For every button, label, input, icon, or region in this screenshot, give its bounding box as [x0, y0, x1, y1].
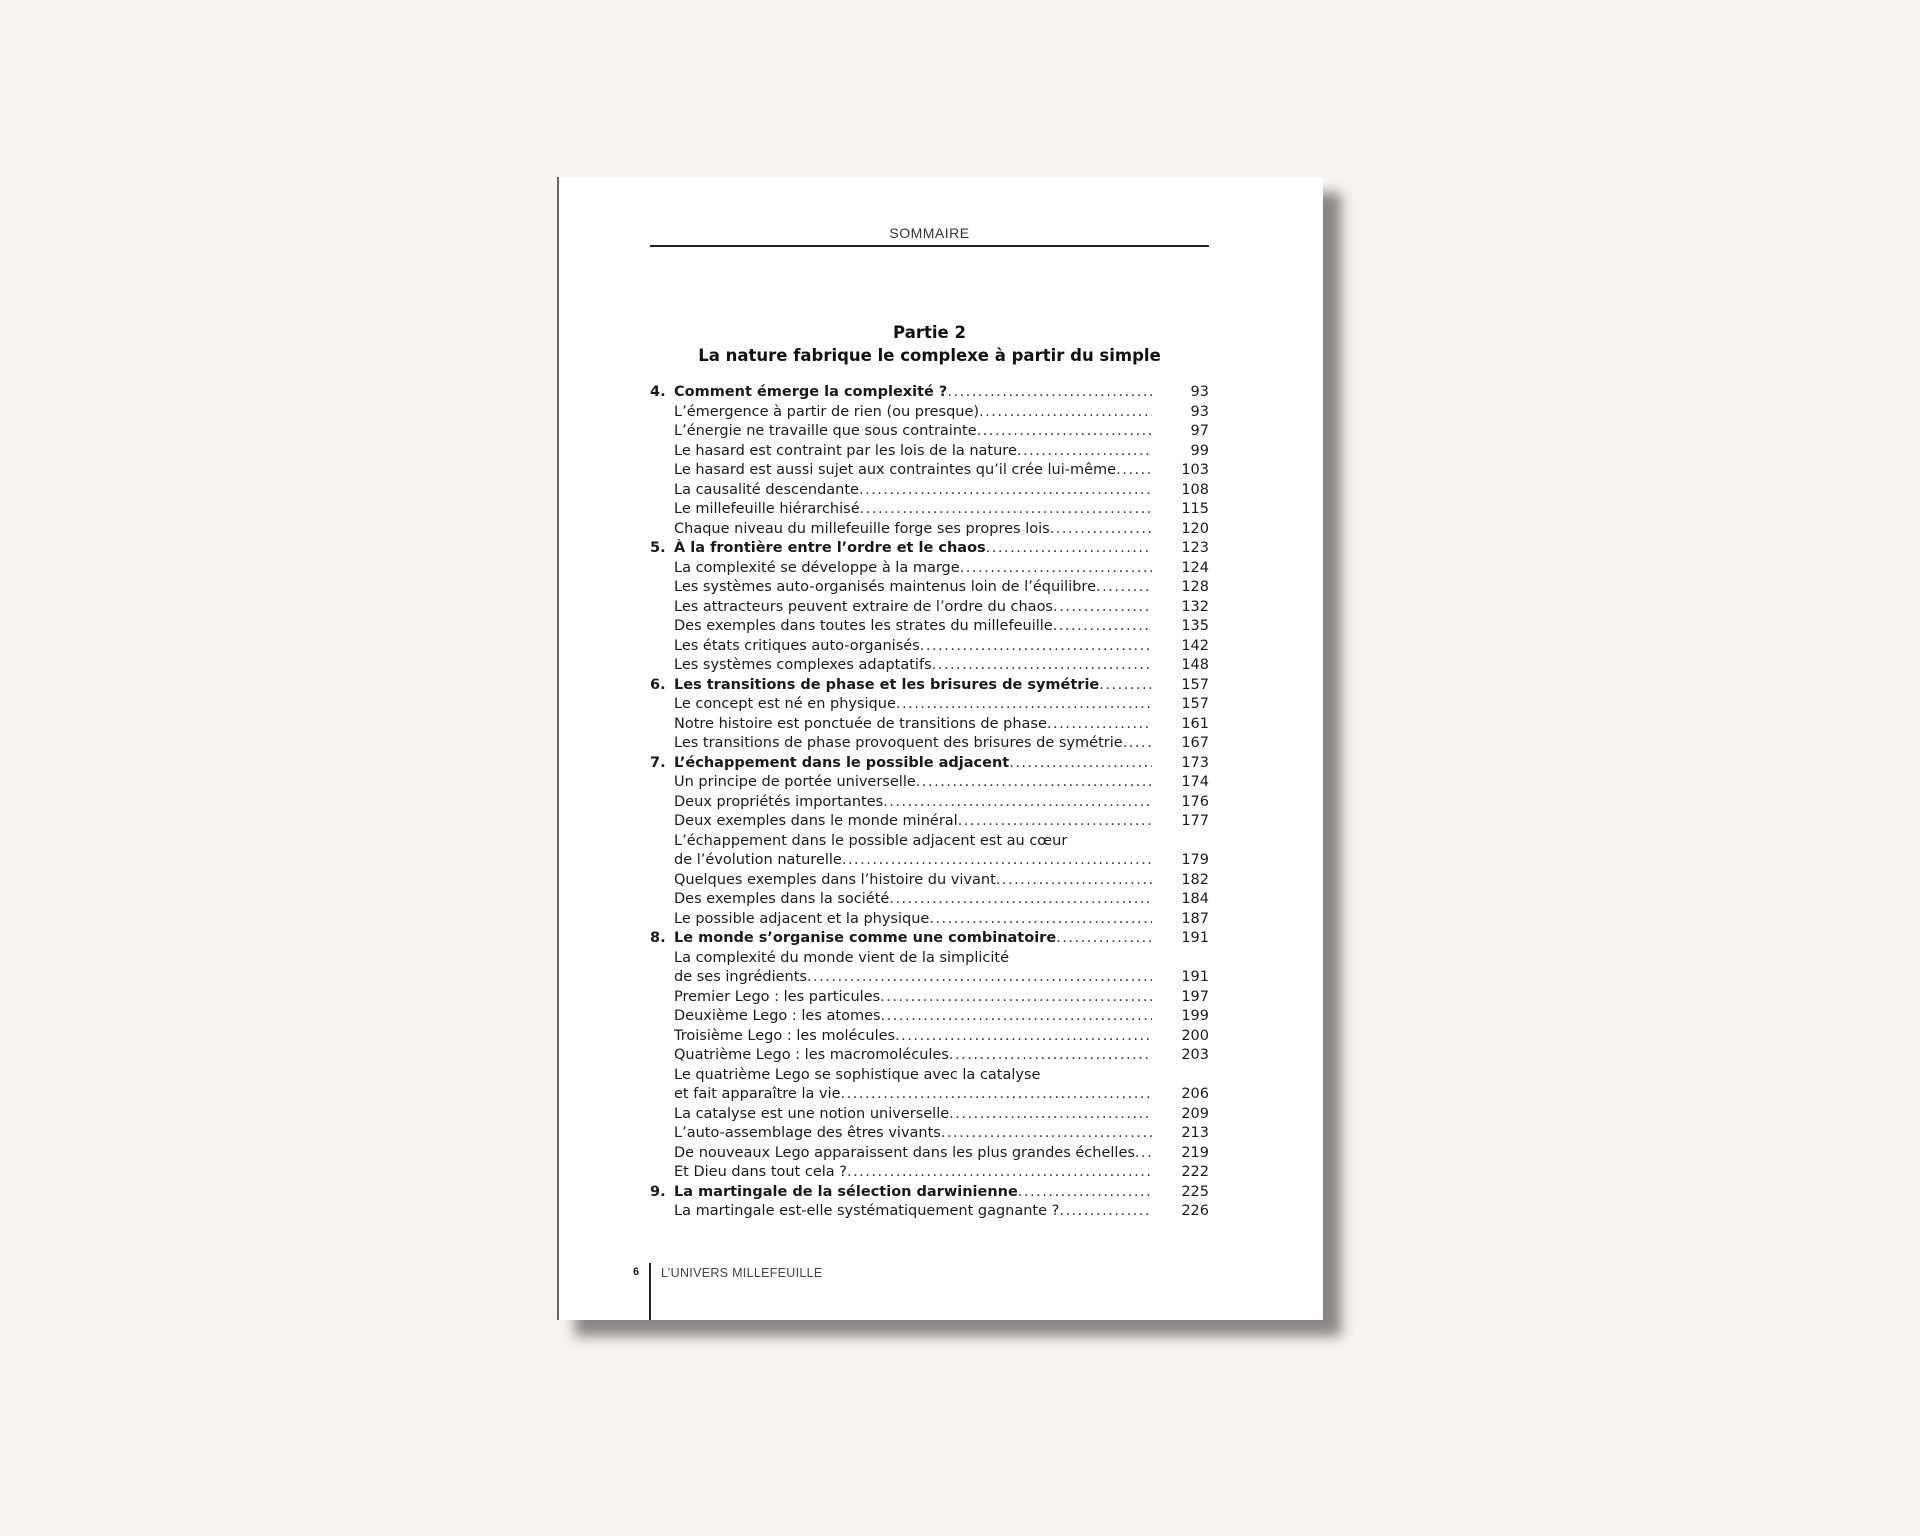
toc-label-wrap — [674, 1007, 1152, 1027]
toc-dot-leader — [807, 968, 1152, 988]
toc-page-number: 103 — [1181, 462, 1209, 478]
toc-section-entry — [650, 812, 1209, 832]
document-page — [557, 177, 1323, 1320]
toc-dot-leader — [986, 539, 1152, 559]
toc-section-entry — [650, 559, 1209, 579]
toc-entry-label: Des exemples dans la société — [674, 891, 890, 907]
toc-dot-leader — [896, 695, 1152, 715]
toc-section-entry — [650, 1144, 1209, 1164]
toc-entry-label: La complexité se développe à la marge — [674, 559, 960, 576]
toc-entry-label: De nouveaux Lego apparaissent dans les plus grandes échelles — [674, 1144, 1135, 1161]
toc-entry-label: Et Dieu dans tout cela ? — [674, 1164, 847, 1180]
toc-section-entry — [650, 520, 1209, 540]
toc-label-wrap — [674, 383, 1152, 403]
toc-entry-label: La martingale est-elle systématiquement gagnante ? — [674, 1203, 1060, 1219]
toc-label-wrap — [674, 656, 1152, 676]
running-head: SOMMAIRE — [889, 225, 970, 241]
toc-entry-label: Deux exemples dans le monde minéral — [674, 813, 958, 829]
footer-book-title: L’UNIVERS MILLEFEUILLE — [661, 1266, 823, 1280]
toc-dot-leader — [1123, 734, 1152, 754]
toc-entry-label: Quatrième Lego : les macromolécules — [674, 1047, 949, 1063]
toc-dot-leader — [847, 1163, 1152, 1183]
toc-dot-leader — [860, 500, 1152, 520]
toc-entry-label: Les attracteurs peuvent extraire de l’ordre du chaos — [674, 598, 1053, 615]
toc-entry-label: Les états critiques auto-organisés — [674, 637, 920, 654]
toc-page-number: 219 — [1181, 1144, 1209, 1161]
toc-section-entry — [650, 871, 1209, 891]
toc-page-number: 142 — [1181, 637, 1209, 654]
toc-label-wrap — [674, 539, 1152, 559]
toc-chapter-entry — [650, 539, 1209, 559]
toc-entry-label: L’énergie ne travaille que sous contrainte — [674, 423, 977, 439]
toc-entry-label: de ses ingrédients — [674, 969, 807, 985]
toc-page-number: 120 — [1181, 520, 1209, 537]
part-label: Partie 2 — [893, 323, 966, 342]
toc-page-number: 206 — [1181, 1086, 1209, 1102]
toc-entry-label: Quelques exemples dans l’histoire du vivant — [674, 871, 996, 888]
toc-dot-leader — [889, 890, 1152, 910]
toc-page-number: 176 — [1181, 793, 1209, 810]
toc-dot-leader — [1053, 617, 1152, 637]
toc-label-wrap — [674, 890, 1152, 910]
toc-label-wrap — [674, 500, 1152, 520]
toc-page-number: 93 — [1190, 403, 1209, 420]
toc-label-wrap — [674, 754, 1152, 774]
toc-chapter-number: 4. — [650, 384, 666, 400]
toc-section-entry — [650, 968, 1209, 988]
toc-section-entry — [650, 461, 1209, 481]
toc-dot-leader — [947, 383, 1152, 403]
toc-section-entry — [650, 617, 1209, 637]
toc-dot-leader — [1047, 715, 1152, 735]
toc-entry-label: La martingale de la sélection darwinienne — [674, 1183, 1018, 1200]
toc-section-entry — [650, 500, 1209, 520]
toc-page-number: 157 — [1181, 696, 1209, 712]
toc-page-number: 177 — [1181, 813, 1209, 829]
toc-section-entry — [650, 695, 1209, 715]
toc-dot-leader — [1053, 598, 1152, 618]
toc-page-number: 197 — [1181, 988, 1209, 1005]
toc-section-entry — [650, 481, 1209, 501]
toc-label-wrap — [674, 442, 1152, 462]
toc-dot-leader — [1116, 461, 1152, 481]
toc-page-number: 213 — [1181, 1125, 1209, 1141]
toc-page-number: 128 — [1181, 579, 1209, 595]
toc-page-number: 161 — [1181, 715, 1209, 732]
toc-dot-leader — [1050, 520, 1152, 540]
toc-label-wrap — [674, 422, 1152, 442]
toc-label-wrap — [674, 520, 1152, 540]
toc-section-entry — [650, 422, 1209, 442]
toc-dot-leader — [1009, 754, 1152, 774]
toc-entry-label: La catalyse est une notion universelle — [674, 1105, 950, 1122]
toc-label-wrap — [674, 1124, 1152, 1144]
toc-entry-label: Les systèmes complexes adaptatifs — [674, 657, 932, 673]
toc-label-wrap — [674, 676, 1152, 696]
toc-section-entry — [650, 1066, 1209, 1086]
toc-entry-label: Le hasard est contraint par les lois de la nature — [674, 442, 1017, 459]
toc-dot-leader — [1135, 1144, 1152, 1164]
toc-entry-label: Le monde s’organise comme une combinatoire — [674, 930, 1057, 946]
toc-entry-label: Le hasard est aussi sujet aux contraintes qu’il crée lui-même — [674, 462, 1117, 478]
toc-page-number: 108 — [1181, 481, 1209, 498]
toc-page-number: 148 — [1181, 657, 1209, 673]
toc-label-wrap — [674, 734, 1152, 754]
table-of-contents — [650, 383, 1209, 1222]
toc-dot-leader — [1096, 578, 1152, 598]
toc-label-wrap — [674, 637, 1152, 657]
toc-label-wrap — [674, 598, 1152, 618]
toc-chapter-entry — [650, 1183, 1209, 1203]
toc-label-wrap — [674, 988, 1152, 1008]
toc-entry-label: et fait apparaître la vie — [674, 1086, 841, 1102]
toc-dot-leader — [883, 793, 1152, 813]
toc-section-entry — [650, 442, 1209, 462]
toc-dot-leader — [979, 403, 1152, 423]
toc-dot-leader — [932, 656, 1152, 676]
toc-label-wrap — [674, 812, 1152, 832]
toc-page-number: 167 — [1181, 735, 1209, 751]
toc-dot-leader — [996, 871, 1152, 891]
toc-page-number: 179 — [1181, 852, 1209, 868]
toc-label-wrap — [674, 403, 1152, 423]
toc-dot-leader — [920, 637, 1152, 657]
toc-label-wrap — [674, 832, 1152, 852]
toc-dot-leader — [916, 773, 1152, 793]
footer-page-number: 6 — [633, 1266, 640, 1278]
toc-entry-label: L’émergence à partir de rien (ou presque) — [674, 403, 980, 420]
toc-entry-label: Le millefeuille hiérarchisé — [674, 501, 860, 517]
toc-chapter-number: 7. — [650, 754, 666, 771]
toc-page-number: 182 — [1181, 871, 1209, 888]
toc-page-number: 174 — [1181, 774, 1209, 790]
toc-page-number: 173 — [1181, 754, 1209, 771]
toc-page-number: 187 — [1181, 910, 1209, 927]
header-rule — [650, 245, 1209, 247]
toc-label-wrap — [674, 1105, 1152, 1125]
toc-page-number: 123 — [1181, 540, 1209, 556]
toc-entry-label: Premier Lego : les particules — [674, 988, 881, 1005]
toc-dot-leader — [881, 1007, 1152, 1027]
toc-section-entry — [650, 1124, 1209, 1144]
toc-entry-label: Des exemples dans toutes les strates du millefeuille — [674, 618, 1053, 634]
toc-section-entry — [650, 715, 1209, 735]
toc-dot-leader — [880, 988, 1152, 1008]
toc-page-number: 191 — [1181, 969, 1209, 985]
toc-label-wrap — [674, 715, 1152, 735]
toc-entry-label: Le possible adjacent et la physique — [674, 910, 930, 927]
toc-label-wrap — [674, 1183, 1152, 1203]
toc-page-number: 226 — [1181, 1203, 1209, 1219]
toc-section-entry — [650, 851, 1209, 871]
toc-chapter-entry — [650, 754, 1209, 774]
toc-entry-label: Le concept est né en physique — [674, 696, 896, 712]
toc-dot-leader — [841, 1085, 1153, 1105]
toc-page-number: 209 — [1181, 1105, 1209, 1122]
toc-section-entry — [650, 1046, 1209, 1066]
toc-entry-label: La causalité descendante — [674, 481, 859, 498]
toc-page-number: 97 — [1190, 423, 1209, 439]
toc-page-number: 225 — [1181, 1183, 1209, 1200]
toc-entry-label: Un principe de portée universelle — [674, 774, 916, 790]
toc-section-entry — [650, 578, 1209, 598]
toc-chapter-number: 6. — [650, 676, 666, 693]
toc-label-wrap — [674, 1144, 1152, 1164]
toc-entry-label: L’échappement dans le possible adjacent — [674, 754, 1010, 771]
toc-label-wrap — [674, 949, 1152, 969]
toc-page-number: 222 — [1181, 1164, 1209, 1180]
toc-entry-label: Notre histoire est ponctuée de transitions de phase — [674, 715, 1047, 732]
toc-page-number: 184 — [1181, 891, 1209, 907]
toc-label-wrap — [674, 1046, 1152, 1066]
toc-label-wrap — [674, 695, 1152, 715]
toc-label-wrap — [674, 929, 1152, 949]
toc-entry-label: Deuxième Lego : les atomes — [674, 1008, 881, 1024]
toc-dot-leader — [949, 1105, 1152, 1125]
toc-chapter-entry — [650, 676, 1209, 696]
toc-label-wrap — [674, 851, 1152, 871]
toc-page-number: 99 — [1190, 442, 1209, 459]
toc-dot-leader — [960, 559, 1152, 579]
toc-chapter-number: 9. — [650, 1183, 666, 1200]
toc-label-wrap — [674, 1066, 1152, 1086]
toc-section-entry — [650, 1105, 1209, 1125]
toc-dot-leader — [859, 481, 1152, 501]
toc-section-entry — [650, 598, 1209, 618]
toc-entry-label: de l’évolution naturelle — [674, 852, 842, 868]
toc-entry-label: À la frontière entre l’ordre et le chaos — [674, 540, 986, 556]
toc-label-wrap — [674, 617, 1152, 637]
toc-entry-label: L’auto-assemblage des êtres vivants — [674, 1125, 941, 1141]
toc-dot-leader — [929, 910, 1152, 930]
toc-section-entry — [650, 773, 1209, 793]
toc-label-wrap — [674, 1163, 1152, 1183]
toc-entry-label: L’échappement dans le possible adjacent est au cœur — [674, 832, 1068, 849]
toc-label-wrap — [674, 773, 1152, 793]
toc-entry-label: Deux propriétés importantes — [674, 793, 884, 810]
toc-entry-label: Les transitions de phase provoquent des brisures de symétrie — [674, 735, 1123, 751]
toc-label-wrap — [674, 481, 1152, 501]
toc-chapter-entry — [650, 383, 1209, 403]
toc-page-number: 199 — [1181, 1008, 1209, 1024]
toc-entry-label: Les systèmes auto-organisés maintenus loin de l’équilibre — [674, 579, 1096, 595]
toc-page-number: 135 — [1181, 618, 1209, 634]
toc-label-wrap — [674, 968, 1152, 988]
toc-entry-label: Les transitions de phase et les brisures de symétrie — [674, 676, 1100, 693]
toc-section-entry — [650, 656, 1209, 676]
toc-section-entry — [650, 637, 1209, 657]
part-title: La nature fabrique le complexe à partir du simple — [698, 346, 1161, 365]
toc-entry-label: Chaque niveau du millefeuille forge ses propres lois — [674, 520, 1050, 537]
toc-dot-leader — [1099, 676, 1152, 696]
toc-dot-leader — [977, 422, 1152, 442]
toc-dot-leader — [958, 812, 1152, 832]
toc-dot-leader — [1017, 442, 1152, 462]
toc-chapter-number: 5. — [650, 540, 666, 556]
toc-page-number: 191 — [1181, 930, 1209, 946]
toc-page-number: 124 — [1181, 559, 1209, 576]
toc-section-entry — [650, 734, 1209, 754]
footer-rule — [649, 1263, 651, 1320]
toc-dot-leader — [949, 1046, 1152, 1066]
toc-dot-leader — [1018, 1183, 1152, 1203]
toc-label-wrap — [674, 559, 1152, 579]
toc-page-number: 132 — [1181, 598, 1209, 615]
toc-label-wrap — [674, 910, 1152, 930]
toc-label-wrap — [674, 793, 1152, 813]
toc-label-wrap — [674, 871, 1152, 891]
toc-page-number: 93 — [1190, 384, 1209, 400]
toc-page-number: 157 — [1181, 676, 1209, 693]
toc-dot-leader — [941, 1124, 1152, 1144]
toc-entry-label: La complexité du monde vient de la simplicité — [674, 949, 1010, 966]
toc-label-wrap — [674, 461, 1152, 481]
toc-entry-label: Troisième Lego : les molécules — [674, 1027, 896, 1044]
toc-chapter-entry — [650, 929, 1209, 949]
toc-entry-label: Comment émerge la complexité ? — [674, 384, 948, 400]
toc-section-entry — [650, 1202, 1209, 1222]
toc-section-entry — [650, 403, 1209, 423]
toc-chapter-number: 8. — [650, 930, 666, 946]
toc-label-wrap — [674, 1085, 1152, 1105]
toc-label-wrap — [674, 578, 1152, 598]
toc-label-wrap — [674, 1202, 1152, 1222]
toc-section-entry — [650, 1085, 1209, 1105]
toc-entry-label: Le quatrième Lego se sophistique avec la catalyse — [674, 1066, 1041, 1083]
toc-section-entry — [650, 832, 1209, 852]
toc-section-entry — [650, 1163, 1209, 1183]
toc-section-entry — [650, 793, 1209, 813]
toc-label-wrap — [674, 1027, 1152, 1047]
toc-section-entry — [650, 1007, 1209, 1027]
toc-page-number: 115 — [1181, 501, 1209, 517]
toc-section-entry — [650, 1027, 1209, 1047]
toc-section-entry — [650, 910, 1209, 930]
toc-dot-leader — [1056, 929, 1152, 949]
toc-dot-leader — [842, 851, 1152, 871]
toc-section-entry — [650, 890, 1209, 910]
toc-dot-leader — [1059, 1202, 1152, 1222]
toc-page-number: 200 — [1181, 1027, 1209, 1044]
toc-section-entry — [650, 949, 1209, 969]
toc-section-entry — [650, 988, 1209, 1008]
toc-page-number: 203 — [1181, 1047, 1209, 1063]
toc-dot-leader — [895, 1027, 1152, 1047]
